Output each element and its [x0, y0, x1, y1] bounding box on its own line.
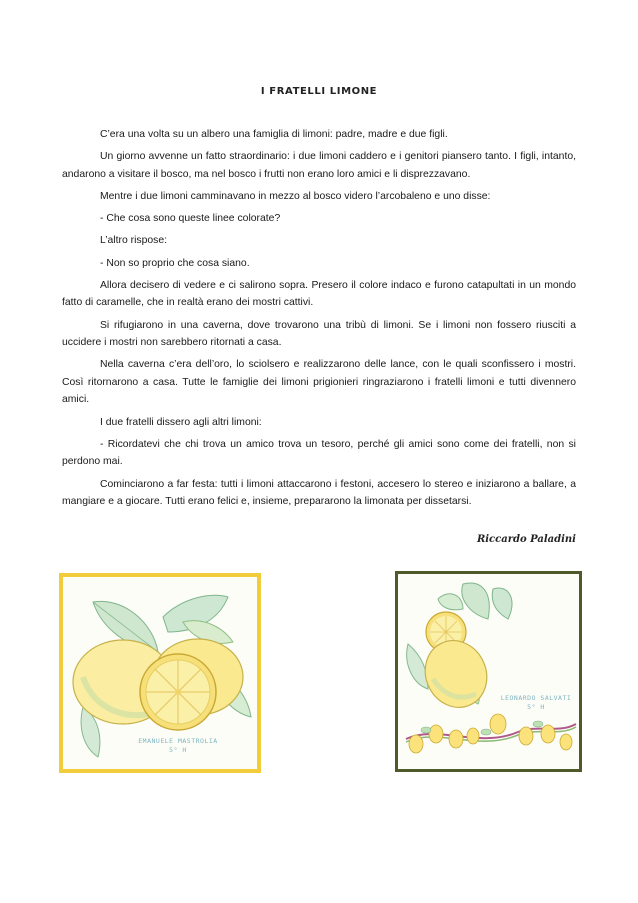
- paragraph: Mentre i due limoni camminavano in mezzo al bosco videro l’arcobaleno e uno disse:: [100, 190, 491, 202]
- story-title: I FRATELLI LIMONE: [260, 86, 378, 97]
- paragraph: Cominciarono a far festa: tutti i limoni attaccarono i festoni, accesero lo stereo e iniziarono a ballare, a mangiare e a giocare. Tutti erano felici e, insieme, prepararono la limonata per dissetarsi.: [62, 478, 576, 508]
- paragraph: L’altro rispose:: [100, 235, 167, 247]
- paragraph: C’era una volta su un albero una famiglia di limoni: padre, madre e due figli.: [100, 129, 448, 140]
- lemon-drawing-left: [59, 573, 261, 773]
- paragraph: - Che cosa sono queste linee colorate?: [100, 213, 281, 225]
- paragraph: I due fratelli dissero agli altri limoni:: [100, 416, 262, 428]
- artist-label-right: [496, 694, 576, 712]
- artist-class: 5° H: [169, 746, 187, 754]
- paragraph: Allora decisero di vedere e ci salirono sopra. Presero il colore indaco e furono catapultati in un mondo fatto di caramelle, che in realtà erano dei mostri cattivi.: [62, 279, 576, 309]
- lemon-drawing-right: [395, 571, 582, 772]
- paragraph: - Ricordatevi che chi trova un amico trova un tesoro, perché gli amici sono come dei fratelli, non si perdono mai.: [62, 438, 576, 468]
- paragraph: - Non so proprio che cosa siano.: [100, 257, 250, 269]
- author-signature: Riccardo Paladini: [476, 534, 576, 545]
- artist-class: 5° H: [527, 703, 545, 711]
- story-body: [62, 126, 576, 515]
- artist-name: EMANUELE MASTROLIA: [138, 737, 218, 745]
- artist-label-left: [123, 737, 233, 755]
- paragraph: Un giorno avvenne un fatto straordinario: i due limoni caddero e i genitori piansero tanto. I figli, intanto, andarono a visitare il bosco, ma nel bosco i frutti non erano loro amici e li disprezzavano.: [62, 151, 576, 180]
- paragraph: Nella caverna c’era dell’oro, lo sciolsero e realizzarono delle lance, con le quali sconfissero i mostri. Così ritornarono a casa. Tutte le famiglie dei limoni prigionieri ringraziarono i fratelli limoni e tutti divennero amici.: [62, 359, 576, 406]
- paragraph: Si rifugiarono in una caverna, dove trovarono una tribù di limoni. Se i limoni non fossero riusciti a uccidere i mostri non sarebbero ritornati a casa.: [62, 319, 576, 349]
- lemon-illustration-right: [398, 574, 579, 769]
- artist-name: LEONARDO SALVATI: [500, 694, 572, 702]
